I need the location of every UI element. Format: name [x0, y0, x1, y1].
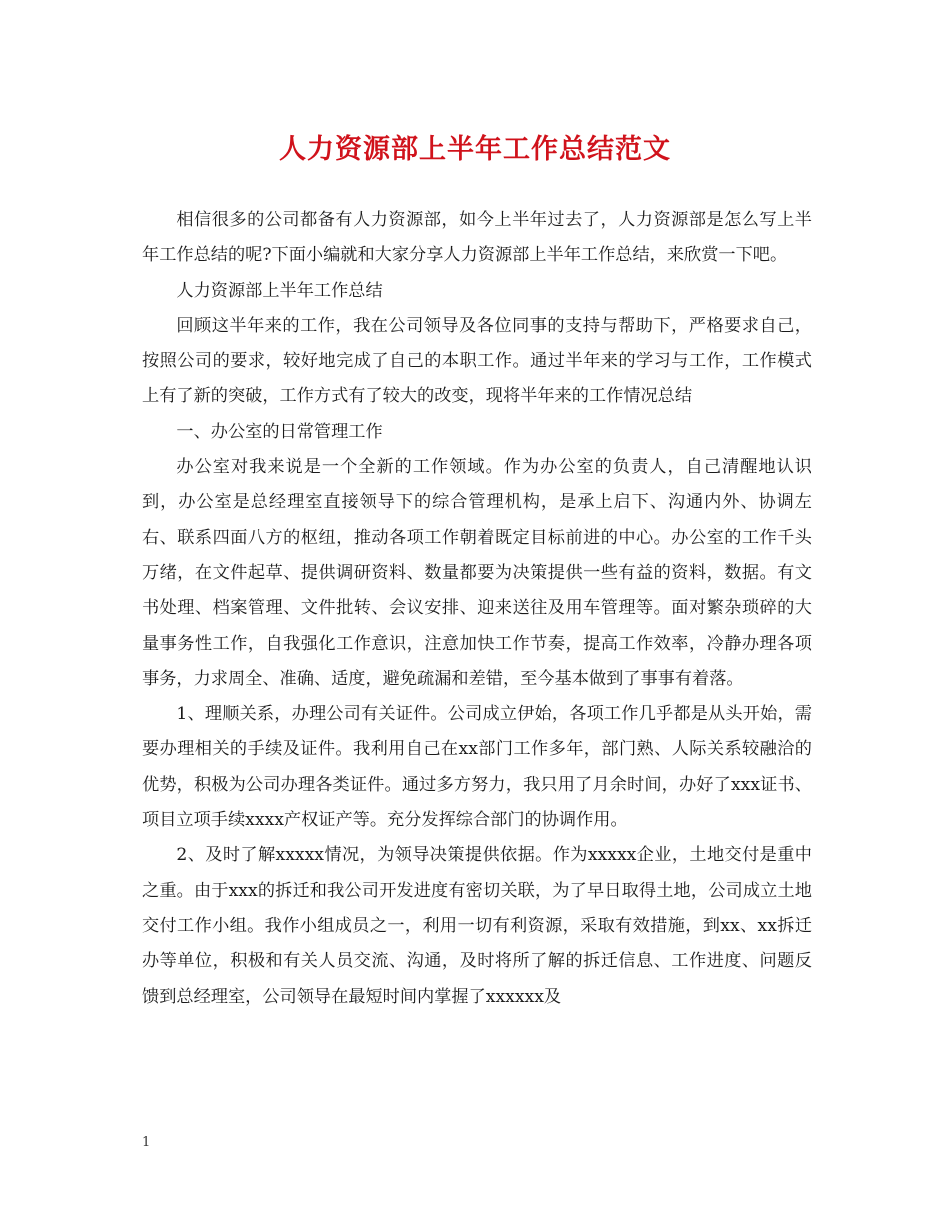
paragraph-item-2: 2、及时了解xxxxx情况，为领导决策提供依据。作为xxxxx企业，土地交付是重中之重。由于xxx的拆迁和我公司开发进度有密切关联，为了早日取得土地，公司成立土地交付工作小组。我作小组成员之一，利用一切有利资源，采取有效措施，到xx、xx拆迁办等单位，积极和有关人员交流、沟通，及时将所了解的拆迁信息、工作进度、问题反馈到总经理室，公司领导在最短时间内掌握了xxxxxx及 [142, 845, 812, 1007]
paragraph-item-1: 1、理顺关系，办理公司有关证件。公司成立伊始，各项工作几乎都是从头开始，需要办理相关的手续及证件。我利用自己在xx部门工作多年，部门熟、人际关系较融洽的优势，积极为公司办理各类证件。通过多方努力，我只用了月余时间，办好了xxx证书、项目立项手续xxxx产权证产等。充分发挥综合部门的协调作用。 [142, 704, 812, 831]
section-heading-office-management: 一、办公室的日常管理工作 [176, 421, 383, 442]
page-number: 1 [142, 1135, 151, 1150]
document-title: 人力资源部上半年工作总结范文 [279, 134, 671, 165]
document-body [142, 203, 812, 1015]
paragraph-review: 回顾这半年来的工作，我在公司领导及各位同事的支持与帮助下，严格要求自己，按照公司的要求，较好地完成了自己的本职工作。通过半年来的学习与工作，工作模式上有了新的突破，工作方式有了较大的改变，现将半年来的工作情况总结 [142, 315, 812, 407]
paragraph-intro: 相信很多的公司都备有人力资源部，如今上半年过去了，人力资源部是怎么写上半年工作总结的呢?下面小编就和大家分享人力资源部上半年工作总结，来欣赏一下吧。 [142, 210, 812, 266]
paragraph-office-work: 办公室对我来说是一个全新的工作领域。作为办公室的负责人，自己清醒地认识到，办公室是总经理室直接领导下的综合管理机构，是承上启下、沟通内外、协调左右、联系四面八方的枢纽，推动各项工作朝着既定目标前进的中心。办公室的工作千头万绪，在文件起草、提供调研资料、数量都要为决策提供一些有益的资料，数据。有文书处理、档案管理、文件批转、会议安排、迎来送往及用车管理等。面对繁杂琐碎的大量事务性工作，自我强化工作意识，注意加快工作节奏，提高工作效率，冷静办理各项事务，力求周全、准确、适度，避免疏漏和差错，至今基本做到了事事有着落。 [142, 457, 812, 689]
paragraph-subtitle: 人力资源部上半年工作总结 [176, 280, 383, 301]
